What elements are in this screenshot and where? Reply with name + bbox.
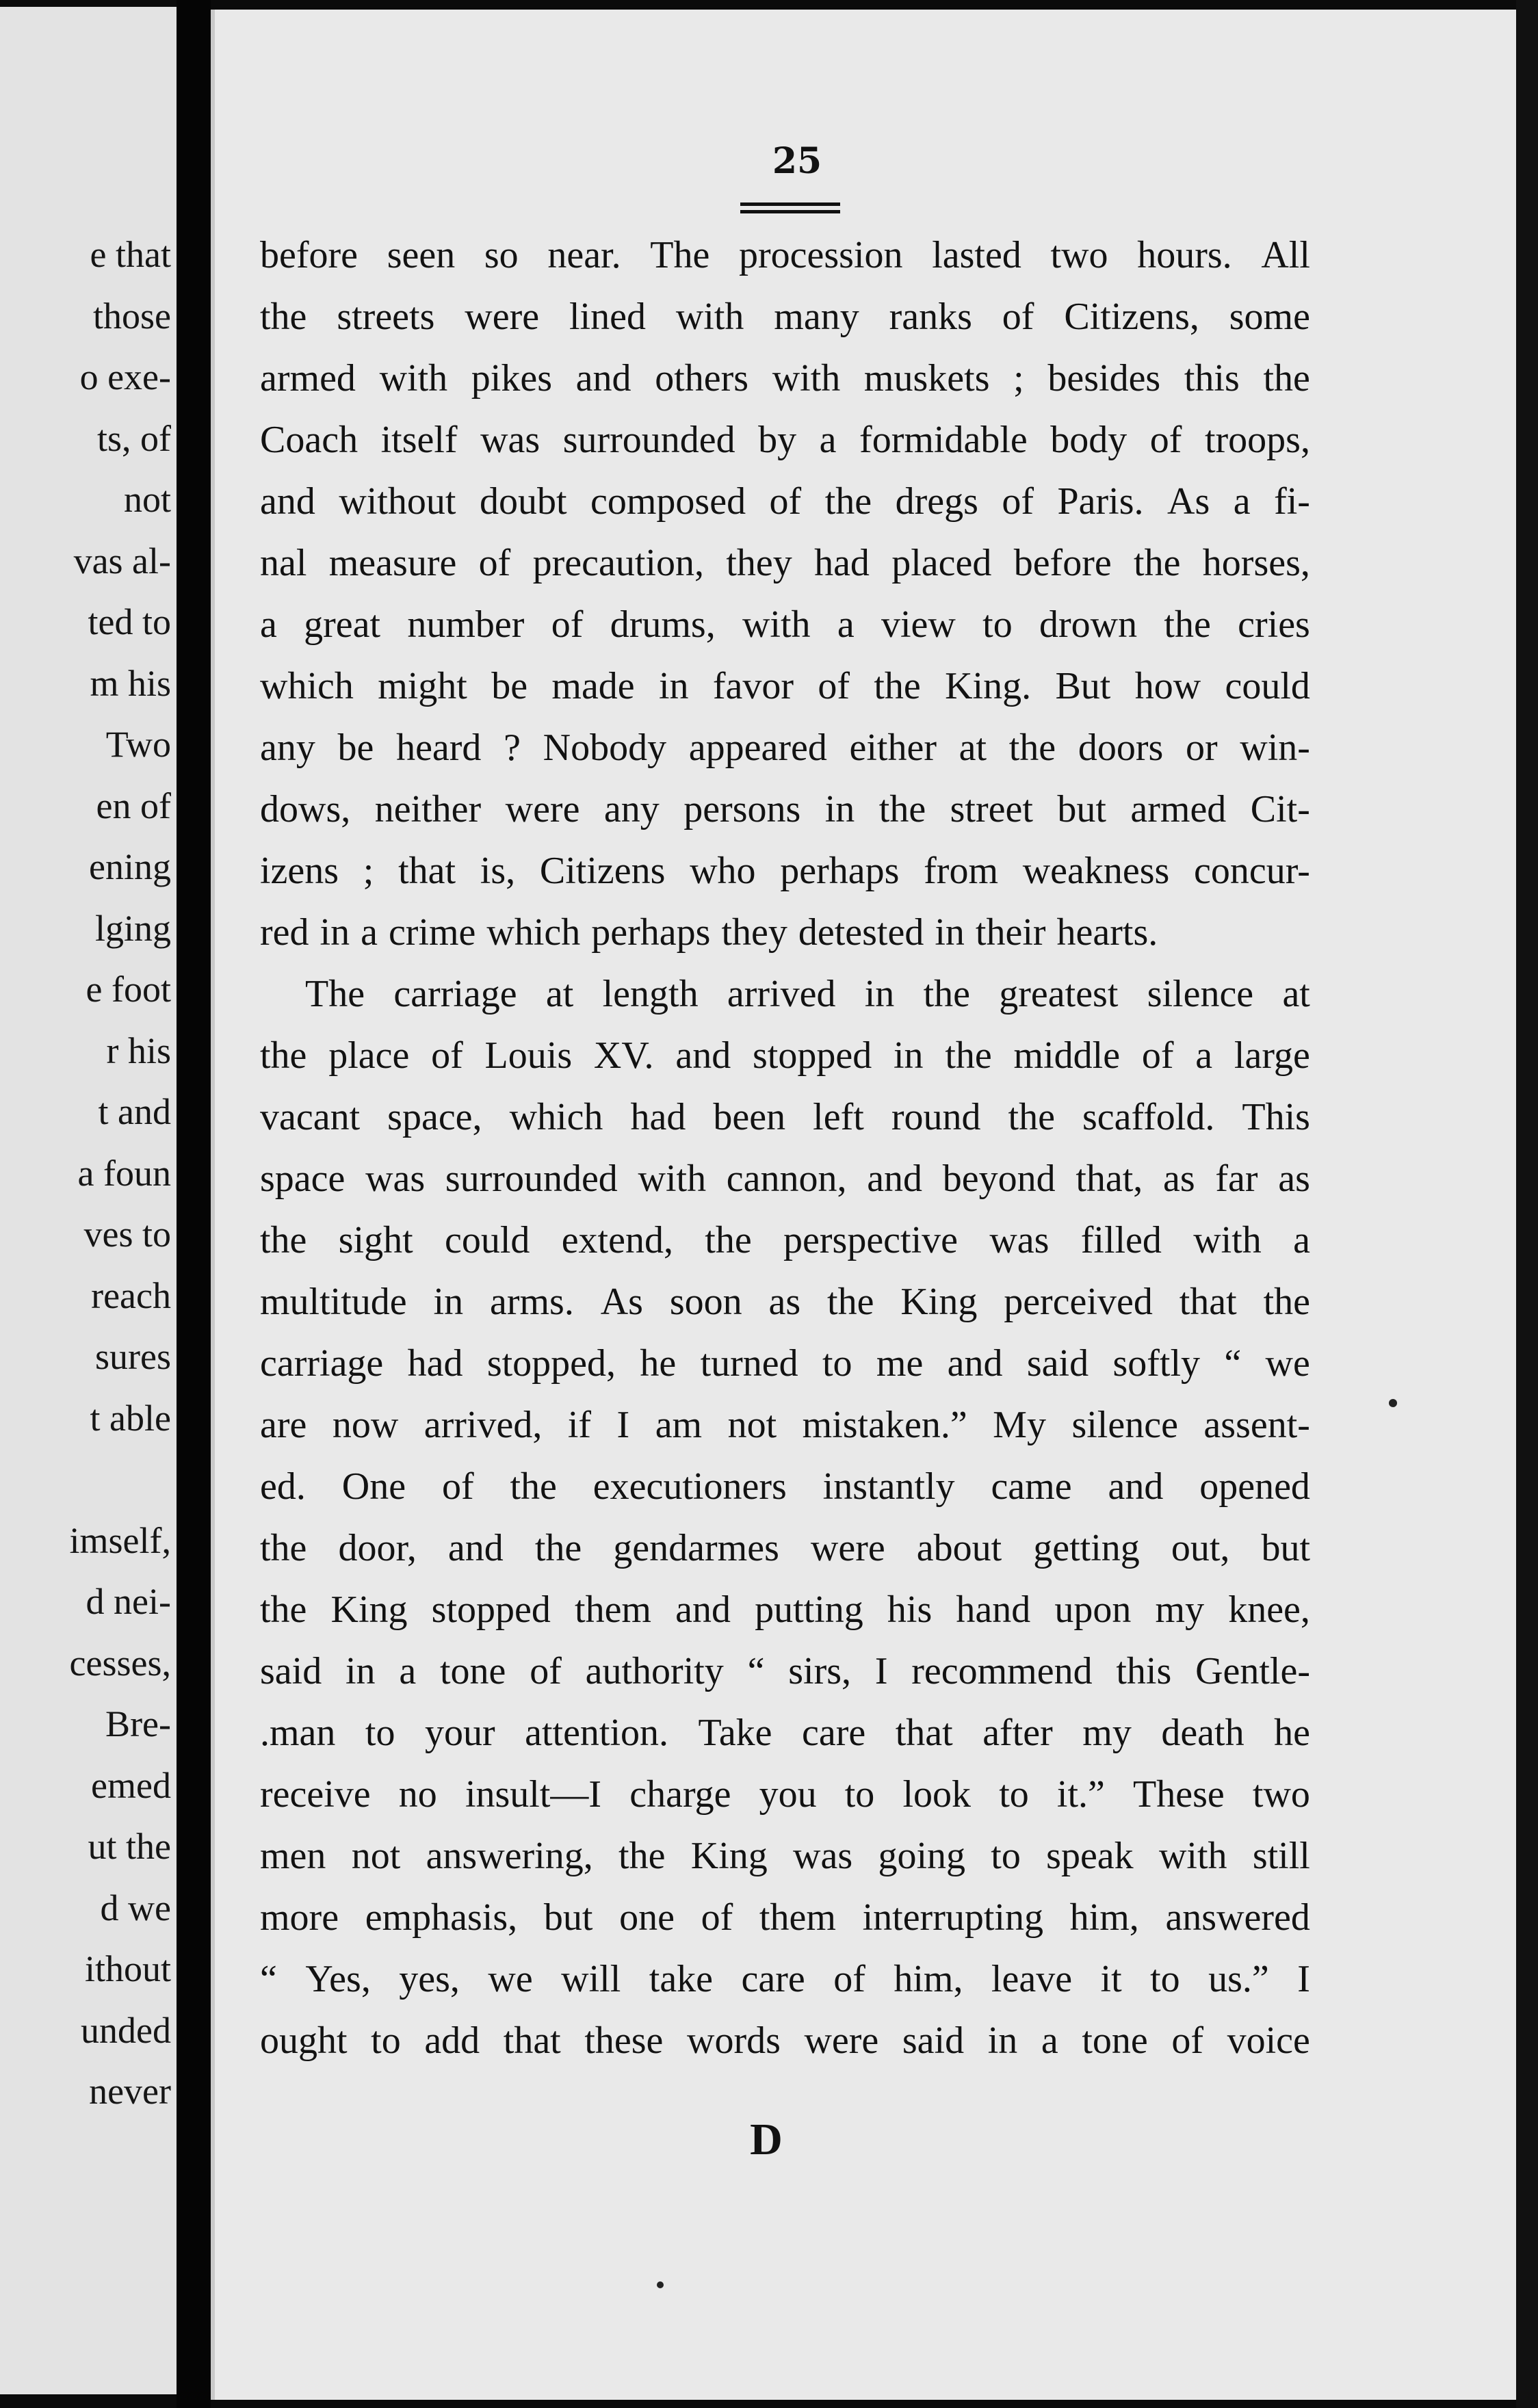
text-line: said in a tone of authority “ sirs, I recommend this Gentle- bbox=[260, 1650, 1310, 1692]
left-page-text-fragments bbox=[70, 224, 171, 2123]
left-page-fragment bbox=[0, 7, 177, 2394]
left-page-line: ts, of bbox=[97, 417, 171, 459]
page-number: 25 bbox=[772, 140, 822, 182]
text-line: ought to add that these words were said in a tone of voice bbox=[260, 2019, 1310, 2062]
text-line: izens ; that is, Citizens who perhaps from weakness concur- bbox=[260, 850, 1310, 892]
book-binding-gutter bbox=[177, 0, 211, 2408]
text-line: receive no insult—I charge you to look to it.” These two bbox=[260, 1773, 1310, 1816]
left-page-line: d we bbox=[100, 1887, 171, 1928]
left-page-line: e foot bbox=[86, 969, 171, 1010]
text-line: space was surrounded with cannon, and beyond that, as far as bbox=[260, 1157, 1310, 1200]
left-page-line: ening bbox=[89, 846, 171, 887]
text-line: the King stopped them and putting his hand upon my knee, bbox=[260, 1588, 1310, 1631]
text-line: carriage had stopped, he turned to me and said softly “ we bbox=[260, 1342, 1310, 1385]
text-line: nal measure of precaution, they had placed before the horses, bbox=[260, 542, 1310, 584]
text-line: before seen so near. The procession lasted two hours. All bbox=[260, 234, 1310, 276]
left-page-line: ut the bbox=[88, 1826, 171, 1867]
text-line: the streets were lined with many ranks of Citizens, some bbox=[260, 296, 1310, 338]
text-line: multitude in arms. As soon as the King perceived that the bbox=[260, 1281, 1310, 1323]
left-page-line: vas al- bbox=[73, 540, 171, 581]
left-page-line: o exe- bbox=[79, 356, 171, 397]
text-line: which might be made in favor of the King. But how could bbox=[260, 665, 1310, 707]
text-line: the door, and the gendarmes were about getting out, but bbox=[260, 1527, 1310, 1569]
text-line: and without doubt composed of the dregs of Paris. As a fi- bbox=[260, 480, 1310, 523]
left-page-line: e that bbox=[90, 234, 171, 275]
text-line: “ Yes, yes, we will take care of him, leave it to us.” I bbox=[260, 1958, 1310, 2000]
header-rule bbox=[740, 202, 840, 213]
body-text bbox=[260, 224, 1310, 2071]
left-page-line: imself, bbox=[69, 1519, 171, 1561]
left-page-line: ted to bbox=[88, 601, 171, 642]
left-page-line: t able bbox=[90, 1397, 171, 1439]
text-line: the sight could extend, the perspective was filled with a bbox=[260, 1219, 1310, 1261]
text-line: the place of Louis XV. and stopped in the middle of a large bbox=[260, 1034, 1310, 1077]
left-page-line: reach bbox=[91, 1274, 171, 1316]
text-line: more emphasis, but one of them interrupting him, answered bbox=[260, 1896, 1310, 1939]
text-line: any be heard ? Nobody appeared either at the doors or win- bbox=[260, 727, 1310, 769]
text-line: red in a crime which perhaps they detested in their hearts. bbox=[260, 911, 1158, 954]
text-line: men not answering, the King was going to speak with still bbox=[260, 1835, 1310, 1877]
text-line: Coach itself was surrounded by a formidable body of troops, bbox=[260, 419, 1310, 461]
page-edge-shadow bbox=[1516, 0, 1538, 2408]
left-page-line: lging bbox=[94, 907, 171, 949]
left-page-line: ithout bbox=[84, 1948, 171, 1989]
left-page-line: not bbox=[123, 479, 171, 520]
signature-mark: D bbox=[750, 2115, 783, 2164]
left-page-line: Two bbox=[105, 724, 171, 765]
left-page-line: d nei- bbox=[86, 1581, 171, 1622]
text-line: are now arrived, if I am not mistaken.” My silence assent- bbox=[260, 1404, 1310, 1446]
left-page-line: sures bbox=[95, 1336, 171, 1377]
left-page-line: en of bbox=[96, 785, 171, 826]
left-page-line: cesses, bbox=[69, 1642, 171, 1684]
left-page-line: ves to bbox=[83, 1214, 171, 1255]
text-line: a great number of drums, with a view to drown the cries bbox=[260, 603, 1310, 646]
ink-speck bbox=[657, 2281, 664, 2288]
left-page-line: t and bbox=[98, 1091, 171, 1132]
text-line: ed. One of the executioners instantly came and opened bbox=[260, 1465, 1310, 1508]
text-line: armed with pikes and others with muskets ; besides this the bbox=[260, 357, 1310, 400]
text-line: vacant space, which had been left round the scaffold. This bbox=[260, 1096, 1310, 1138]
left-page-line bbox=[70, 1449, 171, 1510]
left-page-line: emed bbox=[91, 1764, 171, 1806]
left-page-line: m his bbox=[90, 662, 171, 704]
text-line: The carriage at length arrived in the greatest silence at bbox=[305, 973, 1310, 1015]
left-page-line: unded bbox=[81, 2009, 171, 2051]
ink-speck bbox=[1389, 1399, 1397, 1407]
left-page-line: a foun bbox=[77, 1152, 171, 1194]
left-page-line: never bbox=[89, 2071, 171, 2112]
left-page-line: those bbox=[93, 295, 171, 337]
left-page-line: Bre- bbox=[105, 1703, 171, 1744]
text-line: dows, neither were any persons in the street but armed Cit- bbox=[260, 788, 1310, 830]
text-line: .man to your attention. Take care that after my death he bbox=[260, 1712, 1310, 1754]
left-page-line: r his bbox=[106, 1030, 171, 1071]
